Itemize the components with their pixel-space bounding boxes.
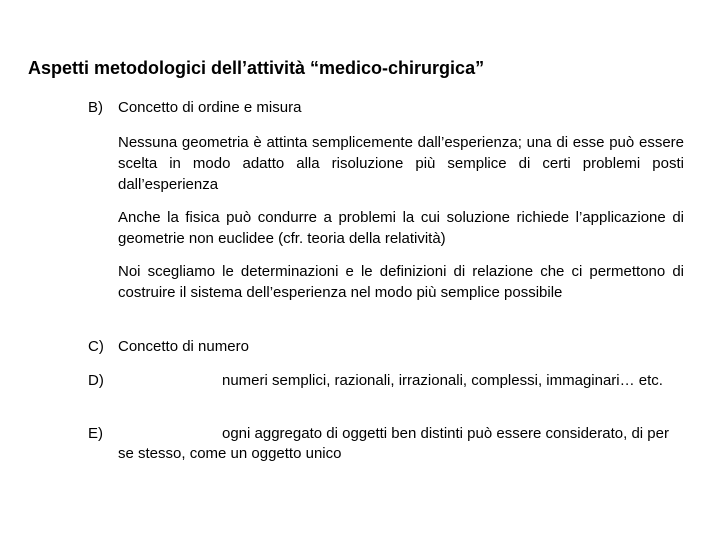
section-e — [88, 424, 688, 464]
section-d-text: numeri semplici, razionali, irrazionali, complessi, immaginari… etc. — [222, 372, 663, 389]
section-d-marker: D) — [88, 372, 104, 389]
section-b-heading: Concetto di ordine e misura — [118, 99, 302, 116]
section-c-marker: C) — [88, 338, 104, 355]
section-b-paragraph-2: Anche la fisica può condurre a problemi la cui soluzione richiede l’applicazione di geometrie non euclidee (cfr. teoria della relatività) — [118, 209, 684, 247]
section-b-paragraph-1: Nessuna geometria è attinta semplicemente dall’esperienza; una di esse può essere scelta in modo adatto alla risoluzione più semplice di certi problemi posti dall’esperienza — [118, 134, 684, 193]
section-e-text: ogni aggregato di oggetti ben distinti può essere considerato, di per se stesso, come un oggetto unico — [118, 425, 669, 462]
section-b — [88, 98, 688, 118]
section-c — [88, 337, 688, 357]
section-c-heading: Concetto di numero — [118, 338, 249, 355]
section-d — [88, 371, 688, 391]
slide-title: Aspetti metodologici dell’attività “medico-chirurgica” — [28, 58, 485, 78]
section-b-marker: B) — [88, 99, 103, 116]
section-b-paragraph-3: Noi scegliamo le determinazioni e le definizioni di relazione che ci permettono di costruire il sistema dell’esperienza nel modo più semplice possibile — [118, 263, 684, 301]
section-e-marker: E) — [88, 425, 103, 442]
